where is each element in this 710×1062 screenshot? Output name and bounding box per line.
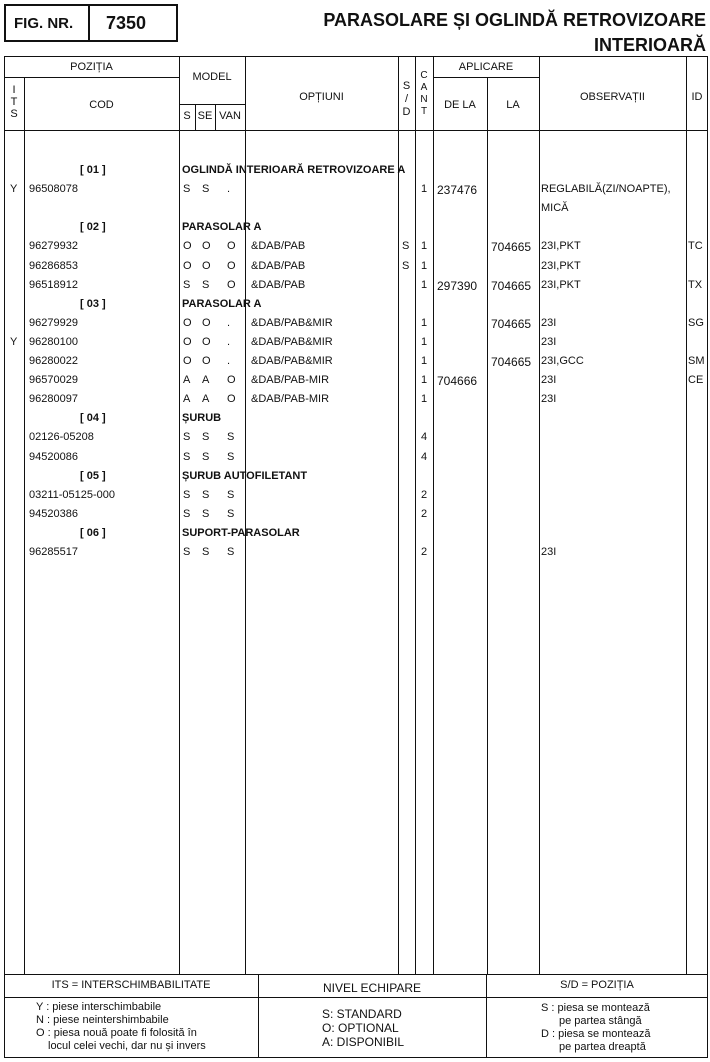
model-se-cell: S <box>202 546 210 558</box>
group-title: ȘURUB <box>182 412 222 425</box>
model-s-cell: S <box>183 278 191 291</box>
de-la-header: DE LA <box>444 99 476 111</box>
optiuni-cell: &DAB/PAB&MIR <box>251 316 333 329</box>
its-cell: Y <box>10 183 18 196</box>
model-s-cell: A <box>183 393 191 406</box>
fig-box <box>4 4 178 42</box>
cod-cell: 02126-05208 <box>29 431 94 444</box>
model-se-cell: O <box>202 316 211 329</box>
id-cell: CE <box>688 374 704 387</box>
observatii-cell: 23I,GCC <box>541 355 584 367</box>
model-header: MODEL <box>192 71 232 83</box>
cod-cell: 96508078 <box>29 183 78 196</box>
model-se-cell: S <box>202 183 210 196</box>
model-van-cell: S <box>227 507 235 520</box>
de-la-cell: 297390 <box>437 278 478 293</box>
model-s-cell: S <box>183 431 191 444</box>
group-position: [ 06 ] <box>80 526 106 539</box>
cant-cell: 1 <box>421 316 428 329</box>
model-van-cell: O <box>227 374 236 387</box>
model-van-cell: S <box>227 431 235 444</box>
cant-cell: 1 <box>421 355 428 367</box>
model-se-cell: O <box>202 355 211 367</box>
model-se-cell: A <box>202 374 210 387</box>
group-position: [ 04 ] <box>80 412 106 425</box>
model-s-cell: O <box>183 240 192 253</box>
optiuni-cell: &DAB/PAB&MIR <box>251 355 333 367</box>
cant-cell: 1 <box>421 393 428 406</box>
its-header: I T S <box>10 84 18 120</box>
fig-number: 7350 <box>106 13 147 33</box>
cod-header: COD <box>89 99 114 111</box>
model-se-header: SE <box>197 110 213 122</box>
page-title-line2: INTERIOARĂ <box>594 35 706 55</box>
group-position: [ 05 ] <box>80 469 106 482</box>
model-s-cell: O <box>183 355 192 367</box>
cant-cell: 2 <box>421 488 428 501</box>
sd-legend: S : piesa se montează pe partea stângă D : piesa se montează pe partea dreaptă <box>541 1002 651 1053</box>
model-van-cell: O <box>227 278 236 291</box>
model-van-cell: O <box>227 393 236 406</box>
cant-header: C A N T <box>420 70 428 117</box>
id-cell: TC <box>688 240 703 253</box>
model-van-header: VAN <box>219 110 241 122</box>
cant-cell: 1 <box>421 374 428 387</box>
sd-header: S / D <box>402 80 411 118</box>
model-van-cell: . <box>227 183 231 196</box>
cod-cell: 96279929 <box>29 316 78 329</box>
model-van-cell: S <box>227 546 235 558</box>
model-se-cell: S <box>202 450 210 463</box>
model-van-cell: . <box>227 335 231 348</box>
la-cell: 704665 <box>491 278 532 293</box>
cod-cell: 94520086 <box>29 450 78 463</box>
model-van-cell: O <box>227 240 236 253</box>
id-cell: SM <box>688 355 705 367</box>
table-frame <box>4 56 708 1058</box>
la-cell: 704665 <box>491 316 532 331</box>
observatii-cell: 23I,PKT <box>541 278 581 291</box>
cod-cell: 96518912 <box>29 278 78 291</box>
cod-cell: 94520386 <box>29 507 78 520</box>
cant-cell: 1 <box>421 259 428 272</box>
pozitia-header: POZIȚIA <box>70 61 113 73</box>
its-cell: Y <box>10 335 18 348</box>
cant-cell: 1 <box>421 335 428 348</box>
observatii-cell: 23I <box>541 546 557 558</box>
cant-cell: 1 <box>421 278 428 291</box>
cant-cell: 1 <box>421 240 428 253</box>
model-van-cell: O <box>227 259 236 272</box>
model-s-cell: O <box>183 259 192 272</box>
observatii-cell: 23I <box>541 335 557 348</box>
group-title: SUPORT-PARASOLAR <box>182 526 300 539</box>
its-legend-title: ITS = INTERSCHIMBABILITATE <box>51 979 211 991</box>
cod-cell: 96280100 <box>29 335 78 348</box>
model-se-cell: O <box>202 259 211 272</box>
optiuni-cell: &DAB/PAB <box>251 240 306 253</box>
group-position: [ 02 ] <box>80 221 106 234</box>
observatii-cell: 23I,PKT <box>541 259 581 272</box>
optiuni-cell: &DAB/PAB <box>251 259 306 272</box>
optiuni-cell: &DAB/PAB <box>251 278 306 291</box>
observatii-cell: 23I <box>541 393 557 406</box>
id-cell: SG <box>688 316 704 329</box>
id-cell: TX <box>688 278 703 291</box>
optiuni-cell: &DAB/PAB&MIR <box>251 335 333 348</box>
model-s-header: S <box>183 110 191 122</box>
group-title: PARASOLAR A <box>182 297 262 310</box>
nivel-legend: S: STANDARD O: OPTIONAL A: DISPONIBIL <box>322 1007 405 1049</box>
observatii-cell: 23I <box>541 316 557 329</box>
sd-cell: S <box>402 259 410 272</box>
fig-label: FIG. NR. <box>14 15 74 32</box>
model-se-cell: O <box>202 240 211 253</box>
model-van-cell: S <box>227 450 235 463</box>
model-s-cell: S <box>183 450 191 463</box>
model-se-cell: O <box>202 335 211 348</box>
cod-cell: 96286853 <box>29 259 78 272</box>
model-s-cell: A <box>183 374 191 387</box>
model-van-cell: . <box>227 316 231 329</box>
model-s-cell: O <box>183 316 192 329</box>
model-s-cell: S <box>183 507 191 520</box>
observatii-cell: 23I <box>541 374 557 387</box>
sd-legend-title: S/D = POZIȚIA <box>560 979 634 991</box>
observatii-cell: REGLABILĂ(ZI/NOAPTE), <box>541 183 671 196</box>
cod-cell: 03211-05125-000 <box>29 488 116 501</box>
model-s-cell: S <box>183 546 191 558</box>
cant-cell: 2 <box>421 546 428 558</box>
model-s-cell: O <box>183 335 192 348</box>
cod-cell: 96570029 <box>29 374 78 387</box>
nivel-legend-title: NIVEL ECHIPARE <box>322 981 422 995</box>
optiuni-cell: &DAB/PAB-MIR <box>251 374 330 387</box>
aplicare-header: APLICARE <box>458 61 514 73</box>
group-title: ȘURUB AUTOFILETANT <box>182 469 308 482</box>
model-se-cell: S <box>202 507 210 520</box>
la-cell: 704665 <box>491 355 532 369</box>
la-cell: 704665 <box>491 240 532 255</box>
sd-cell: S <box>402 240 410 253</box>
cod-cell: 96280097 <box>29 393 78 406</box>
cant-cell: 2 <box>421 507 428 520</box>
group-title: PARASOLAR A <box>182 221 262 234</box>
model-se-cell: S <box>202 488 210 501</box>
de-la-cell: 237476 <box>437 183 478 198</box>
observatii-cell: 23I,PKT <box>541 240 581 253</box>
observatii-cell: MICĂ <box>541 202 569 215</box>
la-header: LA <box>506 99 520 111</box>
model-se-cell: S <box>202 278 210 291</box>
cant-cell: 1 <box>421 183 428 196</box>
its-legend: Y : piese interschimbabile N : piese neintershimbabile O : piesa nouă poate fi folosită în locul celei vechi, dar nu și invers <box>36 1001 206 1052</box>
model-van-cell: . <box>227 355 231 367</box>
model-se-cell: S <box>202 431 210 444</box>
cant-cell: 4 <box>421 450 428 463</box>
model-se-cell: A <box>202 393 210 406</box>
cod-cell: 96285517 <box>29 546 78 558</box>
optiuni-header: OPȚIUNI <box>299 91 344 103</box>
group-position: [ 03 ] <box>80 297 106 310</box>
group-title: OGLINDĂ INTERIOARĂ RETROVIZOARE A <box>182 164 406 176</box>
model-s-cell: S <box>183 488 191 501</box>
de-la-cell: 704666 <box>437 374 478 389</box>
model-s-cell: S <box>183 183 191 196</box>
group-position: [ 01 ] <box>80 164 106 176</box>
model-van-cell: S <box>227 488 235 501</box>
cod-cell: 96279932 <box>29 240 78 253</box>
observatii-header: OBSERVAȚII <box>579 91 645 103</box>
cod-cell: 96280022 <box>29 355 78 367</box>
id-header: ID <box>691 91 703 103</box>
page-title: PARASOLARE ȘI OGLINDĂ RETROVIZOARE <box>323 10 706 30</box>
optiuni-cell: &DAB/PAB-MIR <box>251 393 330 406</box>
cant-cell: 4 <box>421 431 428 444</box>
